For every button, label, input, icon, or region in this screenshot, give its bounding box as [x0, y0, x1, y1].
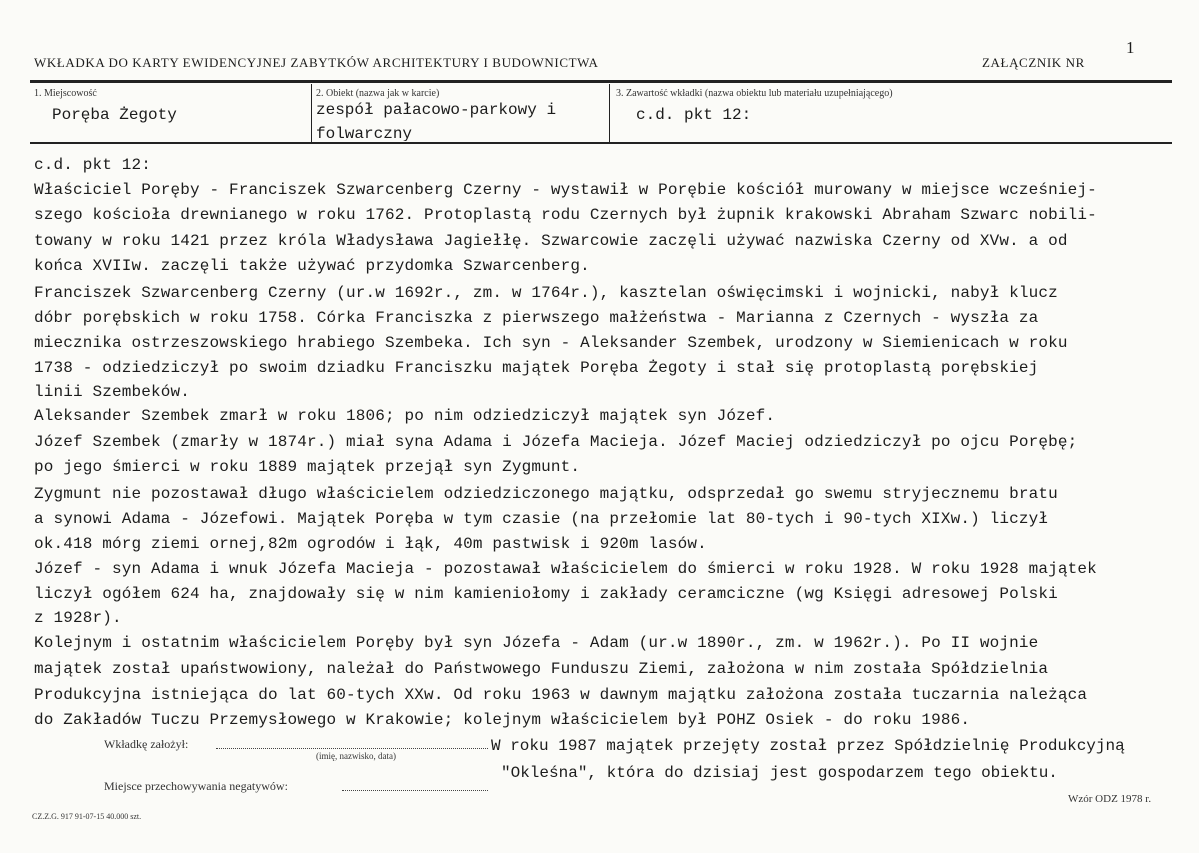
body-line: Właściciel Poręby - Franciszek Szwarcenberg Czerny - wystawił w Porębie kościół murowany w miejsce wcześniej- — [34, 181, 1097, 199]
body-line: dóbr porębskich w roku 1758. Córka Franciszka z pierwszego małżeństwa - Marianna z Czernych - wyszła za — [34, 309, 1039, 327]
form-title: WKŁADKA DO KARTY EWIDENCYJNEJ ZABYTKÓW ARCHITEKTURY I BUDOWNICTWA — [34, 55, 599, 70]
body-line: Józef - syn Adama i wnuk Józefa Macieja - pozostawał właścicielem do śmierci w roku 1928. W roku 1928 majątek — [34, 560, 1097, 578]
body-line: towany w roku 1421 przez króla Władysława Jagiełłę. Szwarcowie zaczęli używać nazwiska Czerny od XVw. a od — [34, 232, 1068, 250]
locality-value: Poręba Żegoty — [52, 106, 177, 124]
body-line: końca XVIIw. zaczęli także używać przydomka Szwarcenberg. — [34, 257, 590, 275]
object-label: 2. Obiekt (nazwa jak w karcie) — [316, 88, 440, 99]
object-value-line1: zespół pałacowo-parkowy i — [316, 101, 557, 119]
object-value-line2: folwarczny — [316, 125, 413, 141]
content-value: c.d. pkt 12: — [636, 106, 752, 124]
body-line: z 1928r). — [34, 609, 122, 627]
print-info: CZ.Z.G. 917 91-07-15 40.000 szt. — [32, 812, 142, 821]
body-line: c.d. pkt 12: — [34, 156, 152, 174]
insert-by-field — [216, 748, 488, 749]
negatives-location-field — [342, 790, 488, 791]
negatives-location-label: Miejsce przechowywania negatywów: — [104, 779, 288, 793]
body-line: miecznika ostrzeszowskiego hrabiego Szembeka. Ich syn - Aleksander Szembek, urodzony w Siemienicach w roku — [34, 334, 1068, 352]
continuation-line-2: "Okleśna", która do dzisiaj jest gospodarzem tego obiektu. — [501, 764, 1058, 782]
field-divider-1 — [311, 84, 312, 142]
body-line: Kolejnym i ostatnim właścicielem Poręby był syn Józefa - Adam (ur.w 1890r., zm. w 1962r.). Po II wojnie — [34, 634, 1039, 652]
body-line: linii Szembeków. — [34, 383, 191, 401]
body-line: Zygmunt nie pozostawał długo właścicielem odziedziczonego majątku, odsprzedał go swemu stryjecznemu bratu — [34, 485, 1058, 503]
body-line: Józef Szembek (zmarły w 1874r.) miał syna Adama i Józefa Macieja. Józef Maciej odziedziczył po ojcu Porębę; — [34, 433, 1078, 451]
body-line: a synowi Adama - Józefowi. Majątek Poręba w tym czasie (na przełomie lat 80-tych i 90-tych XIXw.) liczył — [34, 510, 1049, 528]
body-line: liczył ogółem 624 ha, znajdowały się w nim kamieniołomy i zakłady ceramciczne (wg Księgi adresowej Polski — [34, 585, 1058, 603]
body-line: 1738 - odziedziczył po swoim dziadku Franciszku majątek Poręba Żegoty i stał się protoplastą porębskiej — [34, 359, 1039, 377]
body-line: ok.418 mórg ziemi ornej,82m ogrodów i łąk, 40m pastwisk i 920m lasów. — [34, 535, 707, 553]
page-number: 1 — [1126, 38, 1135, 57]
body-line: do Zakładów Tuczu Przemysłowego w Krakowie; kolejnym właścicielem był POHZ Osiek - do roku 1986. — [34, 711, 971, 729]
body-line: po jego śmierci w roku 1889 majątek przejął syn Zygmunt. — [34, 458, 581, 476]
header-rule-thick — [30, 80, 1172, 83]
header-rule-bottom — [30, 142, 1172, 144]
template-info: Wzór ODZ 1978 r. — [1068, 793, 1152, 805]
content-label: 3. Zawartość wkładki (nazwa obiektu lub materiału uzupełniającego) — [616, 88, 893, 99]
insert-by-caption: (imię, nazwisko, data) — [316, 751, 396, 761]
body-line: szego kościoła drewnianego w roku 1762. Protoplastą rodu Czernych był żupnik krakowski Abraham Szwarc nobili- — [34, 206, 1097, 224]
continuation-line-1: W roku 1987 majątek przejęty został przez Spółdzielnię Produkcyjną — [491, 737, 1125, 755]
body-line: Franciszek Szwarcenberg Czerny (ur.w 1692r., zm. w 1764r.), kasztelan oświęcimski i wojnicki, nabył klucz — [34, 284, 1058, 302]
body-line: Aleksander Szembek zmarł w roku 1806; po nim odziedziczył majątek syn Józef. — [34, 407, 776, 425]
field-divider-2 — [609, 84, 610, 142]
attachment-number-label: ZAŁĄCZNIK NR — [982, 55, 1085, 70]
locality-label: 1. Miejscowość — [34, 88, 97, 99]
insert-by-label: Wkładkę założył: — [104, 737, 189, 751]
body-line: Produkcyjna istniejąca do lat 60-tych XXw. Od roku 1963 w dawnym majątku założona została tuczarnia należąca — [34, 686, 1088, 704]
body-line: majątek został upaństwowiony, należał do Państwowego Funduszu Ziemi, założona w nim została Spółdzielnia — [34, 660, 1049, 678]
